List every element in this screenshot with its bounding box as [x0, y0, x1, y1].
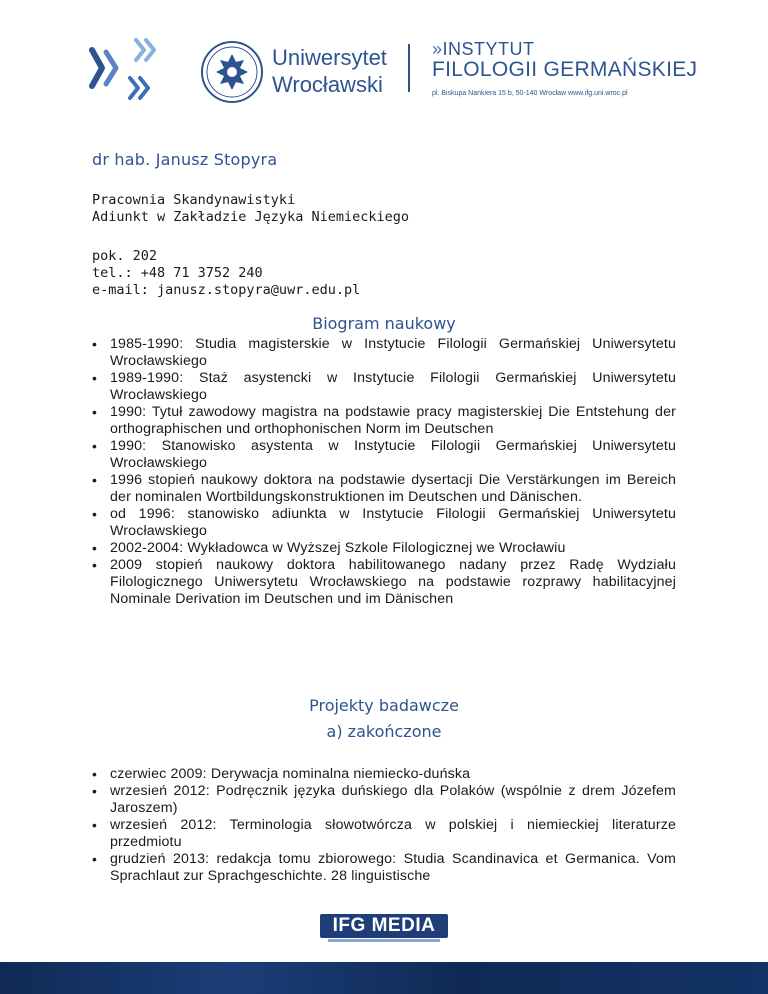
list-item: • wrzesień 2012: Terminologia słowotwórcza w polskiej i niemieckiej literaturze przedmiotu — [110, 817, 676, 851]
list-item: • 2009 stopień naukowy doktora habilitowanego nadany przez Radę Wydziału Filologicznego Uniwersytetu Wrocławskiego na podstawie rozprawy habilitacyjnej Nominale Derivation im Deutschen und im Dänischen — [110, 557, 676, 608]
footer-bar — [0, 962, 768, 994]
position-block — [92, 192, 409, 226]
contact-block — [92, 248, 360, 299]
biogram-list — [92, 336, 676, 608]
list-item: • 1996 stopień naukowy doktora na podstawie dysertacji Die Verstärkungen im Bereich der nominalen Wortbildungskonstruktionen im Deutschen und Dänischen. — [110, 472, 676, 506]
university-name-line2: Wrocławski — [272, 72, 383, 97]
header-divider — [408, 44, 410, 92]
list-item: • grudzień 2013: redakcja tomu zbiorowego: Studia Scandinavica et Germanica. Vom Sprachlaut zur Sprachgeschichte. 28 linguistische — [110, 851, 676, 885]
university-name — [272, 44, 387, 98]
institute-line1: INSTYTUT — [442, 39, 535, 59]
phone-number: tel.: +48 71 3752 240 — [92, 265, 263, 281]
page-header — [0, 0, 768, 120]
list-item: • 2002-2004: Wykładowca w Wyższej Szkole Filologicznej we Wrocławiu — [110, 540, 676, 557]
biogram-heading: Biogram naukowy — [312, 314, 456, 333]
room-number: pok. 202 — [92, 248, 158, 264]
list-item: • wrzesień 2012: Podręcznik języka duńskiego dla Polaków (wspólnie z drem Józefem Jaroszem) — [110, 783, 676, 817]
projects-subheading: a) zakończone — [326, 722, 442, 741]
list-item: • 1990: Tytuł zawodowy magistra na podstawie pracy magisterskiej Die Entstehung der orthographischen und orthophonischen Norm im Deutschen — [110, 404, 676, 438]
ifg-media-logo-underline — [328, 939, 440, 942]
main-content — [92, 150, 676, 884]
university-seal-icon — [200, 40, 264, 104]
ifg-media-logo — [320, 914, 448, 944]
chevron-logo-icon — [86, 38, 166, 106]
list-item: • czerwiec 2009: Derywacja nominalna niemiecko-duńska — [110, 766, 676, 783]
position-line-2: Adiunkt w Zakładzie Języka Niemieckiego — [92, 209, 409, 225]
list-item: • 1985-1990: Studia magisterskie w Instytucie Filologii Germańskiej Uniwersytetu Wrocławskiego — [110, 336, 676, 370]
projects-heading: Projekty badawcze — [309, 696, 459, 715]
list-item: • od 1996: stanowisko adiunkta w Instytucie Filologii Germańskiej Uniwersytetu Wrocławskiego — [110, 506, 676, 540]
institute-logo — [432, 40, 697, 100]
institute-prefix: » — [432, 39, 443, 59]
position-line-1: Pracownia Skandynawistyki — [92, 192, 296, 208]
list-item: • 1990: Stanowisko asystenta w Instytucie Filologii Germańskiej Uniwersytetu Wrocławskiego — [110, 438, 676, 472]
list-item: • 1989-1990: Staż asystencki w Instytucie Filologii Germańskiej Uniwersytetu Wrocławskiego — [110, 370, 676, 404]
ifg-media-logo-text: IFG MEDIA — [332, 915, 436, 936]
institute-line2: FILOLOGII GERMAŃSKIEJ — [432, 58, 698, 81]
university-name-line1: Uniwersytet — [272, 45, 387, 70]
institute-address: pl. Biskupa Nankiera 15 b, 50-140 Wrocław www.ifg.uni.wroc.pl — [432, 90, 628, 97]
email-address: e-mail: janusz.stopyra@uwr.edu.pl — [92, 282, 361, 298]
person-name: dr hab. Janusz Stopyra — [92, 150, 278, 169]
projects-list — [92, 766, 676, 885]
